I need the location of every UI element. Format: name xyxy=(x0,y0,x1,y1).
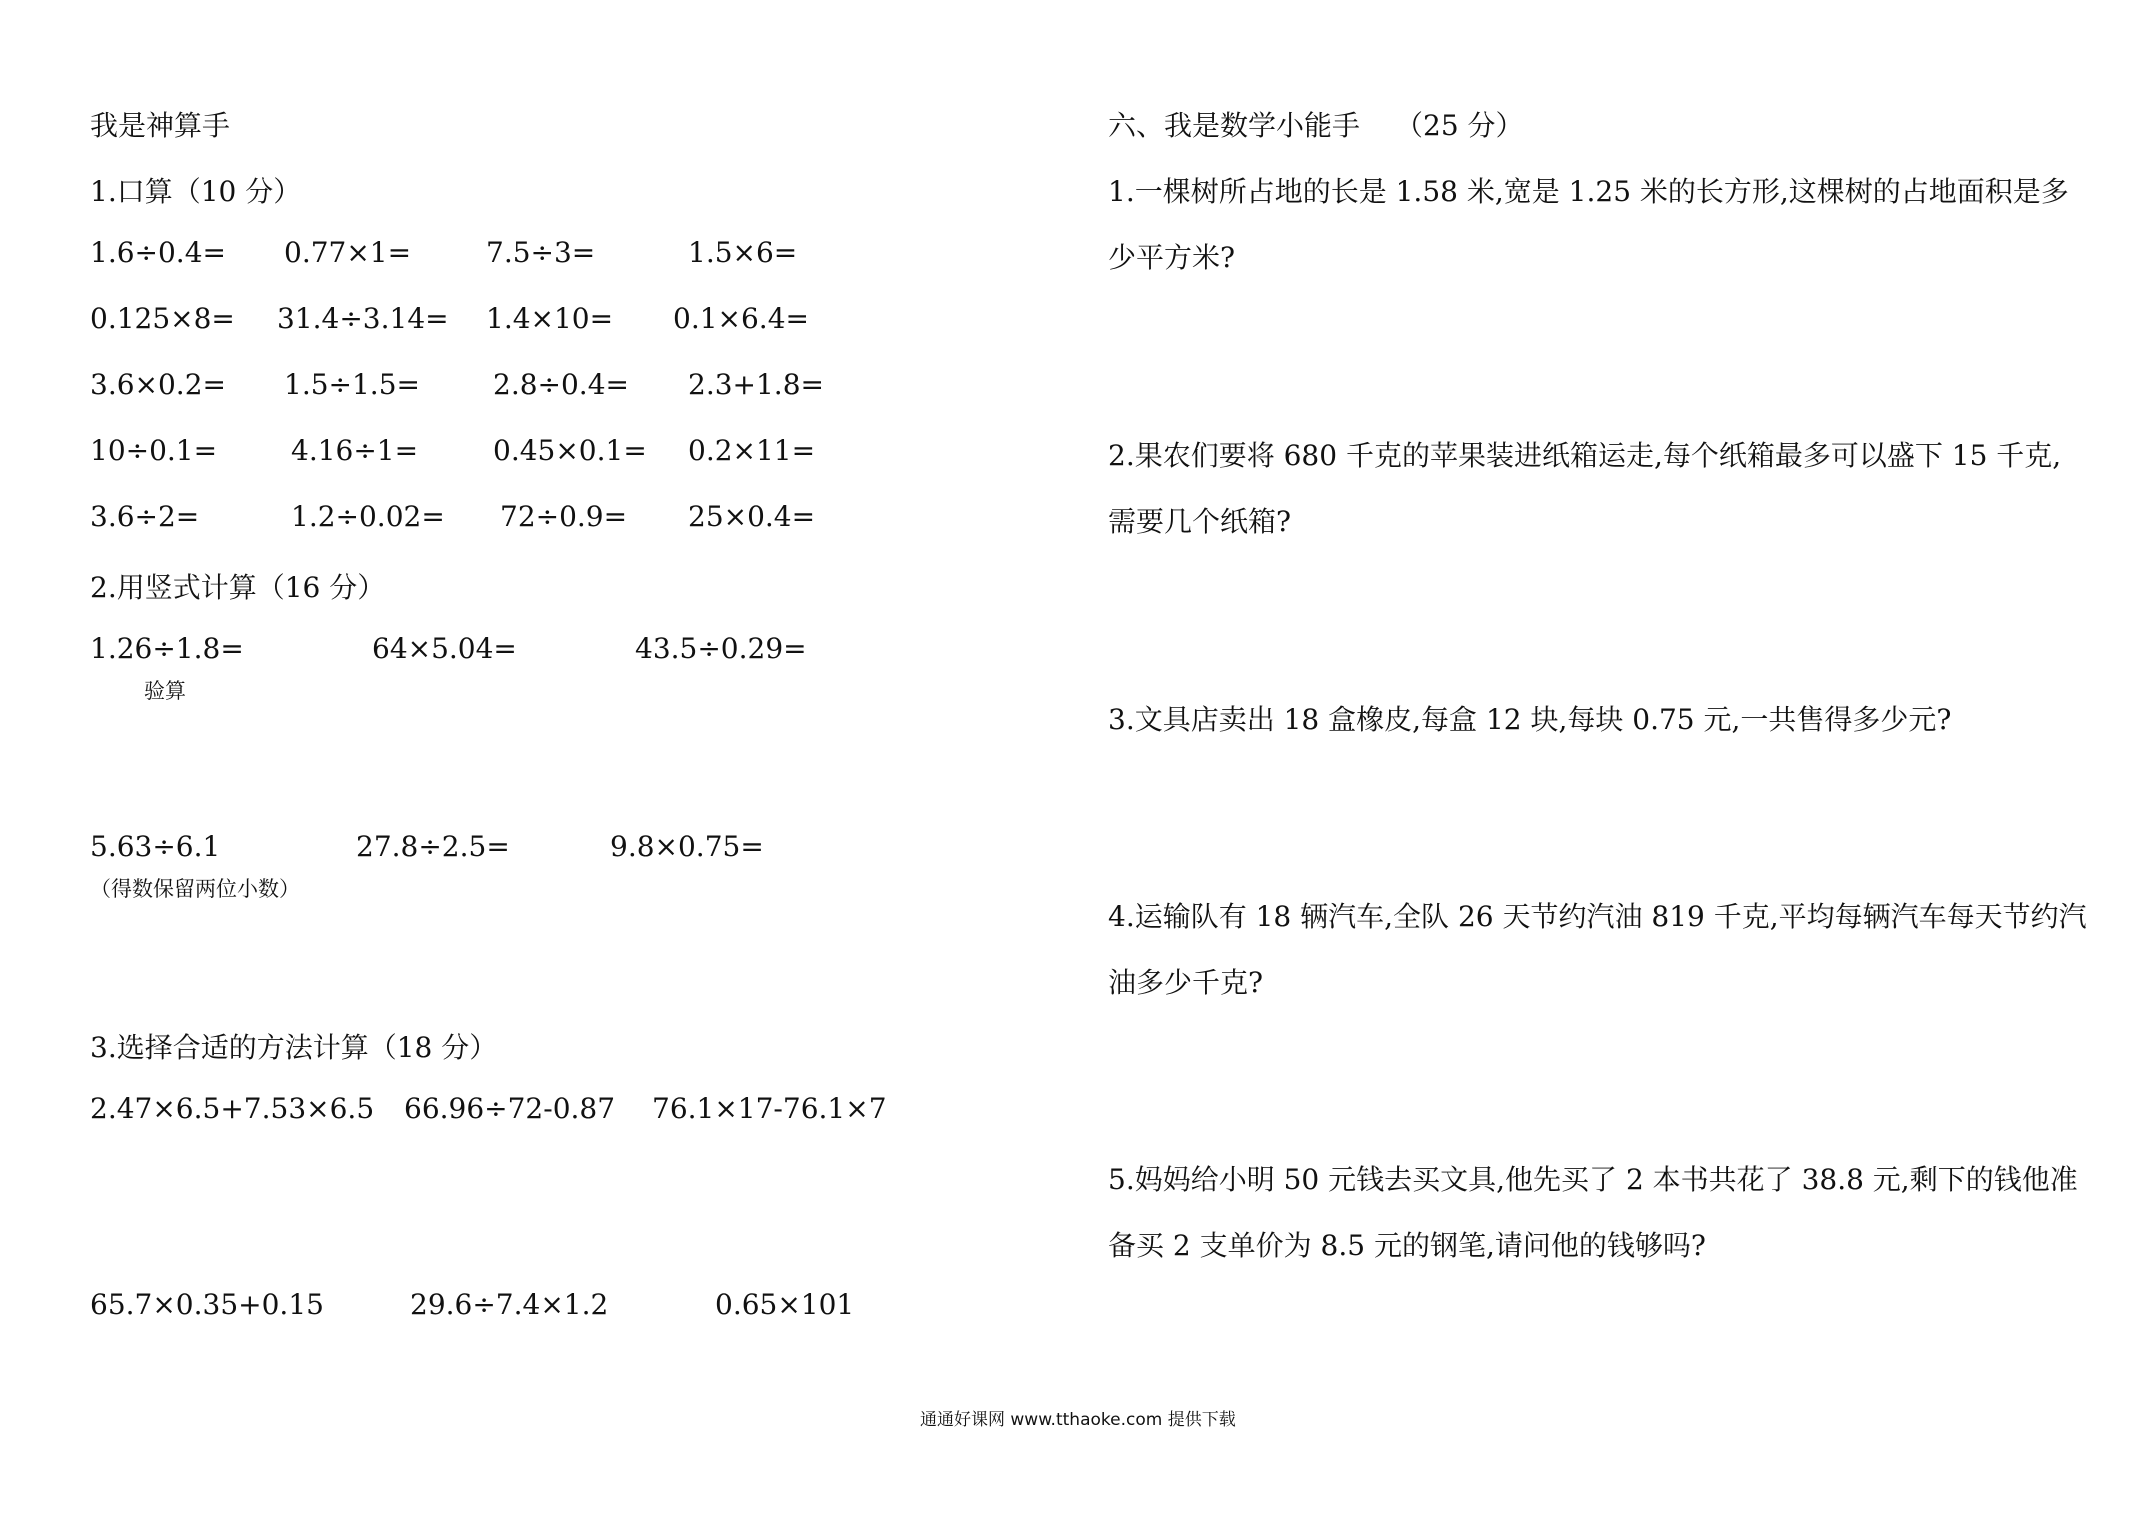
right-heading-score: （25 分） xyxy=(1395,109,1524,142)
oral-calc-item: 31.4÷3.14= xyxy=(277,302,449,335)
oral-calc-item: 4.16÷1= xyxy=(291,434,419,467)
vertical-calc-item: 43.5÷0.29= xyxy=(635,632,807,665)
section3-title: 3.选择合适的方法计算（18 分） xyxy=(90,1031,498,1064)
problem-line: 5.妈妈给小明 50 元钱去买文具,他先买了 2 本书共花了 38.8 元,剩下的钱他准 xyxy=(1108,1163,2078,1196)
oral-calc-item: 3.6×0.2= xyxy=(90,368,226,401)
vertical-calc-item: 5.63÷6.1 xyxy=(90,830,221,863)
footer-source: 通通好课网 www.tthaoke.com 提供下载 xyxy=(920,1410,1236,1430)
method-calc-item: 2.47×6.5+7.53×6.5 xyxy=(90,1092,375,1125)
vertical-calc-item: 1.26÷1.8= xyxy=(90,632,244,665)
oral-calc-item: 25×0.4= xyxy=(688,500,816,533)
problem-line: 油多少千克? xyxy=(1108,966,1264,999)
problem-line: 需要几个纸箱? xyxy=(1108,505,1292,538)
oral-calc-item: 1.6÷0.4= xyxy=(90,236,226,269)
oral-calc-item: 2.8÷0.4= xyxy=(493,368,629,401)
oral-calc-item: 1.5÷1.5= xyxy=(284,368,420,401)
problem-line: 2.果农们要将 680 千克的苹果装进纸箱运走,每个纸箱最多可以盛下 15 千克, xyxy=(1108,439,2062,472)
oral-calc-item: 7.5÷3= xyxy=(486,236,596,269)
oral-calc-item: 1.2÷0.02= xyxy=(291,500,445,533)
left-heading: 我是神算手 xyxy=(90,109,231,142)
oral-calc-item: 2.3+1.8= xyxy=(688,368,824,401)
problem-line: 少平方米? xyxy=(1108,241,1236,274)
oral-calc-item: 0.1×6.4= xyxy=(673,302,809,335)
vertical-calc-item: 9.8×0.75= xyxy=(610,830,764,863)
method-calc-item: 65.7×0.35+0.15 xyxy=(90,1288,324,1321)
section1-title: 1.口算（10 分） xyxy=(90,175,302,208)
method-calc-item: 76.1×17-76.1×7 xyxy=(652,1092,887,1125)
oral-calc-item: 0.77×1= xyxy=(284,236,412,269)
problem-line: 4.运输队有 18 辆汽车,全队 26 天节约汽油 819 千克,平均每辆汽车每天节约汽 xyxy=(1108,900,2087,933)
oral-calc-item: 0.125×8= xyxy=(90,302,235,335)
right-heading: 六、我是数学小能手 xyxy=(1108,109,1361,142)
method-calc-item: 66.96÷72-0.87 xyxy=(404,1092,616,1125)
problem-line: 1.一棵树所占地的长是 1.58 米,宽是 1.25 米的长方形,这棵树的占地面积是多 xyxy=(1108,175,2069,208)
oral-calc-item: 0.45×0.1= xyxy=(493,434,647,467)
vertical-calc-item: 64×5.04= xyxy=(372,632,517,665)
method-calc-item: 0.65×101 xyxy=(715,1288,855,1321)
oral-calc-item: 1.5×6= xyxy=(688,236,798,269)
oral-calc-item: 10÷0.1= xyxy=(90,434,218,467)
vertical-calc-item: 27.8÷2.5= xyxy=(356,830,510,863)
oral-calc-item: 1.4×10= xyxy=(486,302,614,335)
check-note: 验算 xyxy=(144,679,186,703)
oral-calc-item: 3.6÷2= xyxy=(90,500,200,533)
oral-calc-item: 72÷0.9= xyxy=(500,500,628,533)
round-note: （得数保留两位小数） xyxy=(90,877,300,901)
oral-calc-item: 0.2×11= xyxy=(688,434,816,467)
section2-title: 2.用竖式计算（16 分） xyxy=(90,571,386,604)
problem-line: 3.文具店卖出 18 盒橡皮,每盒 12 块,每块 0.75 元,一共售得多少元? xyxy=(1108,703,1952,736)
method-calc-item: 29.6÷7.4×1.2 xyxy=(410,1288,609,1321)
problem-line: 备买 2 支单价为 8.5 元的钢笔,请问他的钱够吗? xyxy=(1108,1229,1706,1262)
